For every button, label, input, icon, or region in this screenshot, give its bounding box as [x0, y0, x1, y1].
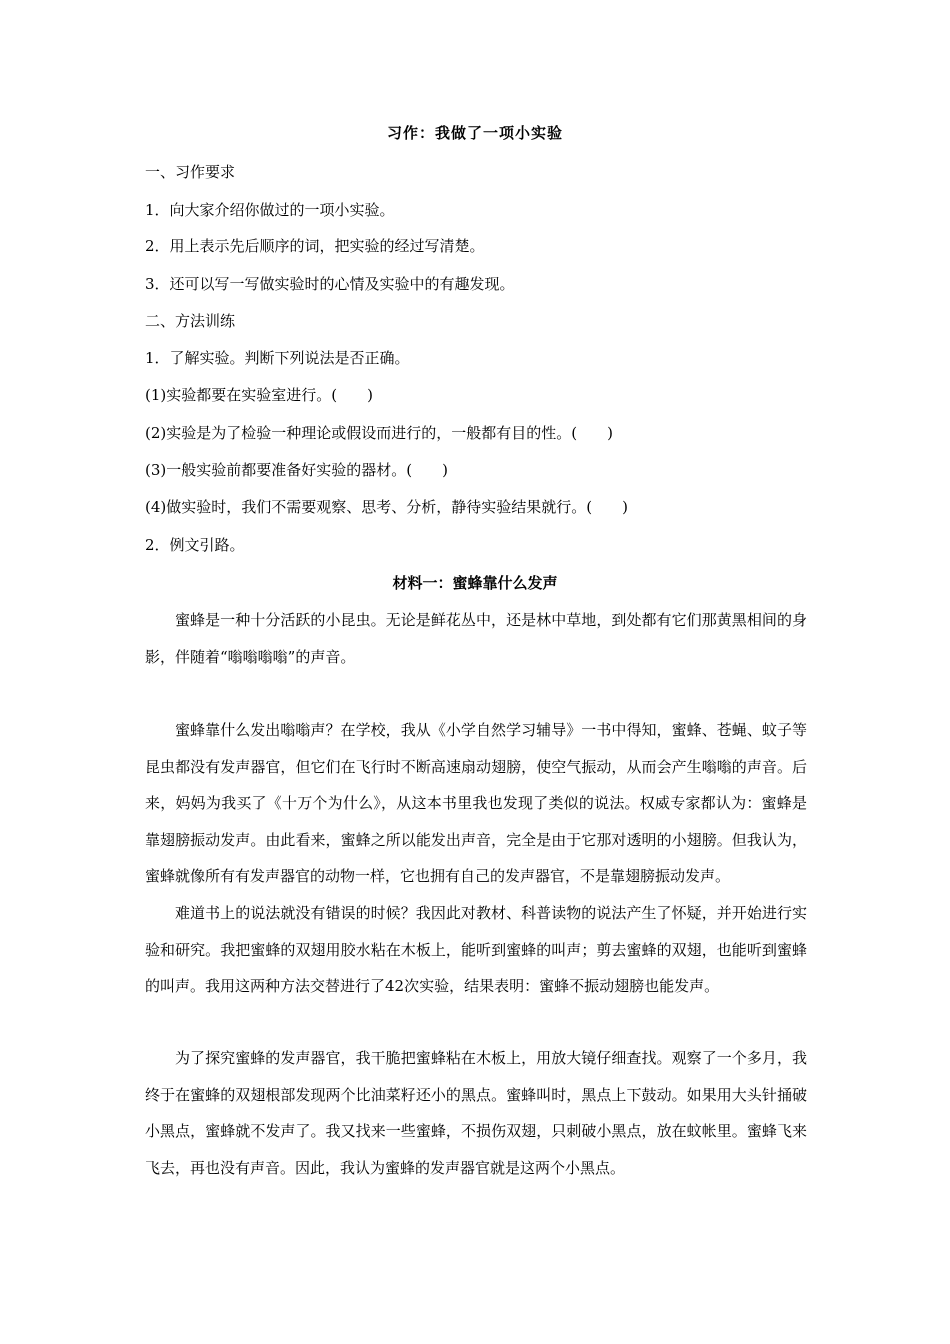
- material-paragraph-1: 蜜蜂是一种十分活跃的小昆虫。无论是鲜花丛中，还是林中草地，到处都有它们那黄黑相间的身影，伴随着“嗡嗡嗡嗡”的声音。: [145, 611, 807, 666]
- section-heading-training: 二、方法训练: [145, 312, 236, 330]
- material-paragraph-2: 蜜蜂靠什么发出嗡嗡声？在学校，我从《小学自然学习辅导》一书中得知，蜜蜂、苍蝇、蚊子等昆虫都没有发声器官，但它们在飞行时不断高速扇动翅膀，使空气振动，从而会产生嗡嗡的声音。后来，妈妈为我买了《十万个为什么》，从这本书里我也发现了类似的说法。权威专家都认为：蜜蜂是靠翅膀振动发声。由此看来，蜜蜂之所以能发出声音，完全是由于它那对透明的小翅膀。但我认为，蜜蜂就像所有有发声器官的动物一样，它也拥有自己的发声器官，不是靠翅膀振动发声。: [145, 721, 807, 886]
- material-paragraph-3: 难道书上的说法就没有错误的时候？我因此对教材、科普读物的说法产生了怀疑，并开始进行实验和研究。我把蜜蜂的双翅用胶水粘在木板上，能听到蜜蜂的叫声；剪去蜜蜂的双翅，也能听到蜜蜂的叫声。我用这两种方法交替进行了42次实验，结果表明：蜜蜂不振动翅膀也能发声。: [145, 904, 807, 996]
- requirement-item-2: 2．用上表示先后顺序的词，把实验的经过写清楚。: [145, 237, 485, 255]
- judgement-item-2: (2)实验是为了检验一种理论或假设而进行的，一般都有目的性。( ): [145, 424, 613, 442]
- material-paragraph-4: 为了探究蜜蜂的发声器官，我干脆把蜜蜂粘在木板上，用放大镜仔细查找。观察了一个多月，我终于在蜜蜂的双翅根部发现两个比油菜籽还小的黑点。蜜蜂叫时，黑点上下鼓动。如果用大头针捅破小黑点，蜜蜂就不发声了。我又找来一些蜜蜂，不损伤双翅，只刺破小黑点，放在蚊帐里。蜜蜂飞来飞去，再也没有声音。因此，我认为蜜蜂的发声器官就是这两个小黑点。: [145, 1049, 807, 1177]
- material-title: 材料一：蜜蜂靠什么发声: [392, 574, 558, 592]
- judgement-item-1: (1)实验都要在实验室进行。( ): [145, 386, 373, 404]
- requirement-item-3: 3．还可以写一写做实验时的心情及实验中的有趣发现。: [145, 275, 515, 293]
- requirement-item-1: 1．向大家介绍你做过的一项小实验。: [145, 201, 395, 219]
- training-item-2: 2．例文引路。: [145, 536, 245, 554]
- training-item-1: 1．了解实验。判断下列说法是否正确。: [145, 349, 410, 367]
- judgement-item-3: (3)一般实验前都要准备好实验的器材。( ): [145, 461, 448, 479]
- judgement-item-4: (4)做实验时，我们不需要观察、思考、分析，静待实验结果就行。( ): [145, 498, 628, 516]
- section-heading-requirements: 一、习作要求: [145, 163, 236, 181]
- document-title: 习作：我做了一项小实验: [386, 124, 563, 142]
